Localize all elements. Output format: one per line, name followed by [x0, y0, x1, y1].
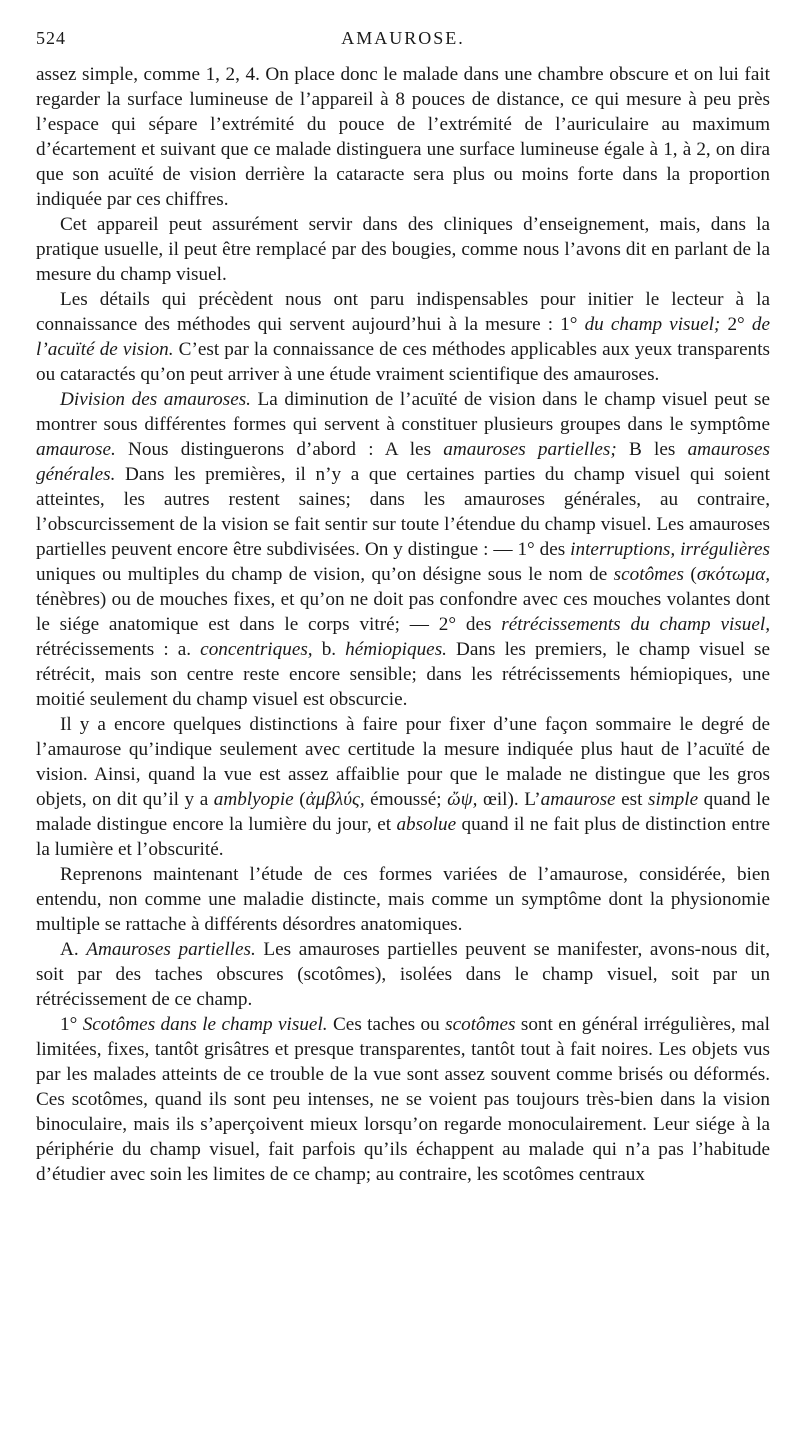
text-run: b. [312, 639, 346, 660]
text-run: quand il ne fait plus de distinction entre la lumière et l’obscurité. [36, 814, 770, 860]
text-run: ( [293, 789, 306, 810]
text-run: 1° [60, 1014, 83, 1035]
text-run: 2° [720, 314, 752, 335]
italic-text: concentriques, [200, 639, 313, 660]
italic-text: interruptions, irrégulières [570, 539, 770, 560]
italic-text: ὤψ, [447, 789, 478, 810]
text-run: émoussé; [364, 789, 448, 810]
running-title: AMAUROSE. [341, 28, 465, 48]
paragraph [36, 712, 770, 862]
text-run: Les détails qui précèdent nous ont paru indispensables pour initier le lecteur à la connaissance des méthodes qui servent aujourd’hui à la mesure : 1° [36, 289, 770, 335]
text-run: est [615, 789, 649, 810]
italic-text: de l’acuïté de vision. [36, 314, 770, 360]
italic-text: hémiopiques. [345, 639, 447, 660]
page-number: 524 [36, 28, 66, 48]
book-page [36, 28, 770, 1187]
text-run: Dans les premières, il n’y a que certaines parties du champ visuel qui soient atteintes, les autres restent saines; dans les amauroses générales, au contraire, l’obscurcissement de la vision se fait sentir sur toute l’étendue du champ visuel. Les amauroses partielles peuvent encore être subdivisées. On y distingue : — 1° des [36, 464, 770, 560]
text-run: Dans les premiers, le champ visuel se rétrécit, mais son centre reste encore sensible; dans les rétrécissements hémiopiques, une moitié seulement du champ visuel est obscurcie. [36, 639, 771, 710]
text-run: assez simple, comme 1, 2, 4. On place donc le malade dans une chambre obscure et on lui fait regarder la surface lumineuse de l’appareil à 8 pouces de distance, ce qui mesure à peu près l’espace qui sépare l’extrémité du pouce de l’extrémité de l’auriculaire au maximum d’écartement et suivant que ce malade distinguera une surface lumineuse égale à 1, à 2, on dira que son acuïté de vision derrière la cataracte sera plus ou moins forte dans la proportion indiquée par ces chiffres. [36, 64, 770, 210]
italic-text: amblyopie [213, 789, 294, 810]
italic-text: amaurose [540, 789, 616, 810]
italic-text: Amauroses partielles. [86, 939, 256, 960]
italic-text: du champ visuel; [584, 314, 721, 335]
text-run: ténèbres) ou de mouches fixes, et qu’on ne doit pas confondre avec ces mouches volantes dont le siége anatomique est dans le corps vitré; — 2° des [36, 589, 770, 635]
text-run: ( [684, 564, 697, 585]
paragraph [36, 212, 770, 287]
paragraph [36, 1012, 770, 1187]
text-run: Les amauroses partielles peuvent se manifester, avons-nous dit, soit par des taches obscures (scotômes), isolées dans le champ visuel, soit par un rétrécissement de ce champ. [36, 939, 770, 1010]
text-run: Ces taches ou [327, 1014, 446, 1035]
italic-text: Division des amauroses. [60, 389, 251, 410]
text-run: Cet appareil peut assurément servir dans des cliniques d’enseignement, mais, dans la pratique usuelle, il peut être remplacé par des bougies, comme nous l’avons dit en parlant de la mesure du champ visuel. [36, 214, 770, 285]
italic-text: ἀμβλύς, [305, 789, 365, 810]
text-run: A. [60, 939, 87, 960]
text-run: Nous distinguerons d’abord : A les [115, 439, 444, 460]
paragraph [36, 62, 770, 212]
text-run: sont en général irrégulières, mal limitées, fixes, tantôt grisâtres et presque transparentes, tantôt tout à fait noires. Les objets vus par les malades atteints de ce trouble de la vue sont assez souvent comme brisés ou déformés. Ces scotômes, quand ils sont peu intenses, ne se voient pas toujours très-bien dans la vision binoculaire, mais ils s’aperçoivent mieux lorsqu’on regarde monoculairement. Leur siége à la périphérie du champ visuel, fait parfois qu’ils échappent au malade qui n’a pas l’habitude d’étudier avec soin les limites de ce champ; au contraire, les scotômes centraux [36, 1014, 770, 1185]
text-run: La diminution de l’acuïté de vision dans le champ visuel peut se montrer sous différentes formes qui servent à constituer plusieurs groupes dans le symptôme [36, 389, 770, 435]
italic-text: amauroses générales. [36, 439, 770, 485]
italic-text: simple [648, 789, 699, 810]
paragraph [36, 387, 770, 712]
text-run: quand le malade distingue encore la lumière du jour, et [36, 789, 770, 835]
text-run: C’est par la connaissance de ces méthodes applicables aux yeux transparents ou cataractés qu’on peut arriver à une étude vraiment scientifique des amauroses. [36, 339, 770, 385]
italic-text: scotômes [613, 564, 684, 585]
text-run: œil). L’ [477, 789, 541, 810]
italic-text: amaurose. [36, 439, 116, 460]
page-header [36, 28, 770, 56]
italic-text: amauroses partielles; [443, 439, 617, 460]
italic-text: Scotômes dans le champ visuel. [82, 1014, 328, 1035]
italic-text: rétrécissements du champ visuel, [501, 614, 770, 635]
italic-text: σκότωμα, [696, 564, 771, 585]
paragraph [36, 937, 770, 1012]
text-run: Il y a encore quelques distinctions à faire pour fixer d’une façon sommaire le degré de l’amaurose qu’indique seulement avec certitude la mesure indiquée plus haut de l’acuïté de vision. Ainsi, quand la vue est assez affaiblie pour que le malade ne distingue que les gros objets, on dit qu’il y a [36, 714, 770, 810]
italic-text: absolue [396, 814, 457, 835]
text-run: rétrécissements : a. [36, 639, 201, 660]
text-run: Reprenons maintenant l’étude de ces formes variées de l’amaurose, considérée, bien entendu, non comme une maladie distincte, mais comme un symptôme dont la physionomie multiple se rattache à différents désordres anatomiques. [36, 864, 770, 935]
body-text [36, 62, 770, 1187]
paragraph [36, 287, 770, 387]
italic-text: scotômes [445, 1014, 516, 1035]
text-run: B les [616, 439, 688, 460]
text-run: uniques ou multiples du champ de vision, qu’on désigne sous le nom de [36, 564, 614, 585]
paragraph [36, 862, 770, 937]
